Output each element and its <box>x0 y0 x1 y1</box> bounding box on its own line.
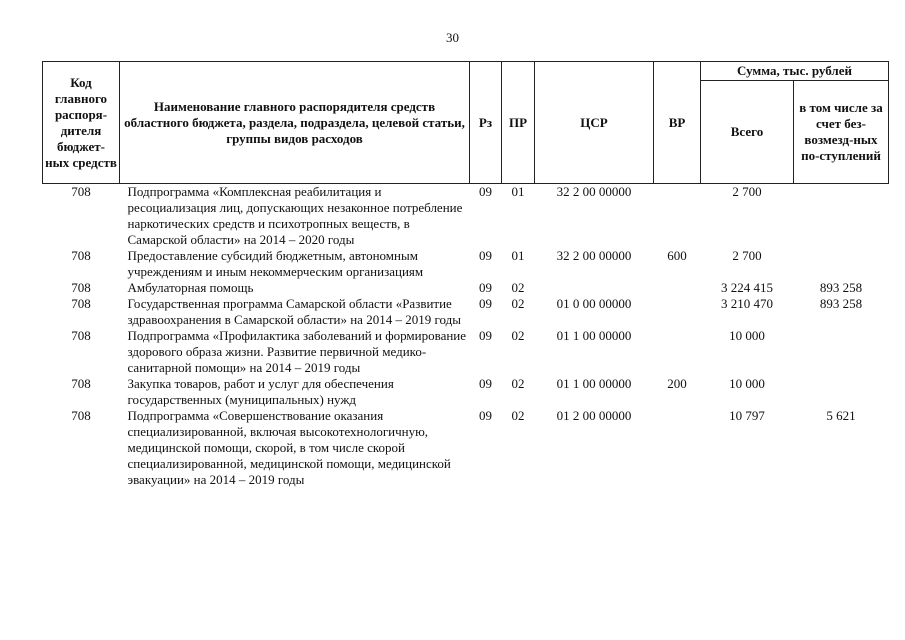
cell-vr: 600 <box>667 248 687 263</box>
cell-csr: 01 1 00 00000 <box>556 376 632 391</box>
cell-total: 10 797 <box>729 408 765 423</box>
cell-gratuitous <box>794 328 889 376</box>
header-vr: ВР <box>654 62 701 184</box>
table-row <box>43 408 889 488</box>
cell-csr: 01 2 00 00000 <box>556 408 632 423</box>
header-code: Код главного распоря-дителя бюджет-ных средств <box>43 62 120 184</box>
cell-rz: 09 <box>479 328 492 343</box>
cell-gratuitous <box>794 376 889 408</box>
cell-name: Государственная программа Самарской области «Развитие здравоохранения в Самарской области» на 2014 – 2019 годы <box>127 296 461 327</box>
cell-name: Закупка товаров, работ и услуг для обеспечения государственных (муниципальных) нужд <box>127 376 394 407</box>
cell-vr <box>654 184 701 249</box>
cell-rz: 09 <box>479 248 492 263</box>
cell-code: 708 <box>71 328 91 343</box>
cell-total: 10 000 <box>729 376 765 391</box>
cell-vr: 200 <box>667 376 687 391</box>
cell-pr: 01 <box>511 248 525 263</box>
cell-gratuitous: 5 621 <box>826 408 856 423</box>
cell-vr <box>654 280 701 296</box>
cell-name: Подпрограмма «Совершенствование оказания специализированной, включая высокотехнологичную, медицинской помощи, скорой, в том числе скорой специализированной, медицинской помощи, медицинской эвакуации» на 2014 – 2019 годы <box>127 408 451 487</box>
cell-pr: 02 <box>511 328 525 343</box>
cell-csr <box>535 280 654 296</box>
cell-rz: 09 <box>479 280 492 295</box>
cell-pr: 01 <box>511 184 525 199</box>
table-row <box>43 248 889 280</box>
cell-pr: 02 <box>511 280 525 295</box>
cell-rz: 09 <box>479 184 492 199</box>
cell-code: 708 <box>71 184 91 199</box>
header-pr: ПР <box>502 62 535 184</box>
cell-rz: 09 <box>479 376 492 391</box>
cell-pr: 02 <box>511 376 525 391</box>
cell-total: 3 224 415 <box>721 280 773 295</box>
cell-code: 708 <box>71 248 91 263</box>
budget-table <box>42 61 889 488</box>
cell-code: 708 <box>71 376 91 391</box>
cell-csr: 01 1 00 00000 <box>556 328 632 343</box>
table-body <box>43 184 889 489</box>
cell-pr: 02 <box>511 296 525 311</box>
cell-vr <box>654 328 701 376</box>
page-number: 30 <box>446 30 459 45</box>
cell-vr <box>654 296 701 328</box>
cell-gratuitous <box>794 248 889 280</box>
header-csr: ЦСР <box>535 62 654 184</box>
cell-code: 708 <box>71 408 91 423</box>
cell-name: Подпрограмма «Комплексная реабилитация и ресоциализация лиц, допускающих незаконное потребление наркотических средств и психотропных веществ, в Самарской области» на 2014 – 2020 годы <box>127 184 463 247</box>
cell-name: Предоставление субсидий бюджетным, автономным учреждениям и иным некоммерческим организациям <box>127 248 424 279</box>
cell-rz: 09 <box>479 408 492 423</box>
cell-gratuitous: 893 258 <box>819 280 863 295</box>
header-total: Всего <box>701 81 794 184</box>
cell-total: 10 000 <box>729 328 765 343</box>
cell-pr: 02 <box>511 408 525 423</box>
cell-vr <box>654 408 701 488</box>
header-rz: Рз <box>470 62 502 184</box>
cell-csr: 32 2 00 00000 <box>556 184 632 199</box>
cell-name: Амбулаторная помощь <box>127 280 254 295</box>
header-name: Наименование главного распорядителя средств областного бюджета, раздела, подраздела, целевой статьи, группы видов расходов <box>120 62 470 184</box>
cell-total: 3 210 470 <box>721 296 773 311</box>
cell-name: Подпрограмма «Профилактика заболеваний и формирование здорового образа жизни. Развитие первичной медико-санитарной помощи» на 2014 – 2019 годы <box>127 328 467 375</box>
header-sum: Сумма, тыс. рублей <box>701 62 889 81</box>
cell-gratuitous: 893 258 <box>819 296 863 311</box>
cell-csr: 32 2 00 00000 <box>556 248 632 263</box>
table-row <box>43 328 889 376</box>
cell-csr: 01 0 00 00000 <box>556 296 632 311</box>
cell-code: 708 <box>71 296 91 311</box>
header-gratuitous: в том числе за счет без-возмезд-ных по-ступлений <box>794 81 889 184</box>
table-row <box>43 296 889 328</box>
cell-code: 708 <box>71 280 91 295</box>
table-row <box>43 184 889 249</box>
cell-gratuitous <box>794 184 889 249</box>
cell-total: 2 700 <box>732 248 762 263</box>
table-row <box>43 280 889 296</box>
cell-rz: 09 <box>479 296 492 311</box>
cell-total: 2 700 <box>732 184 762 199</box>
table-row <box>43 376 889 408</box>
